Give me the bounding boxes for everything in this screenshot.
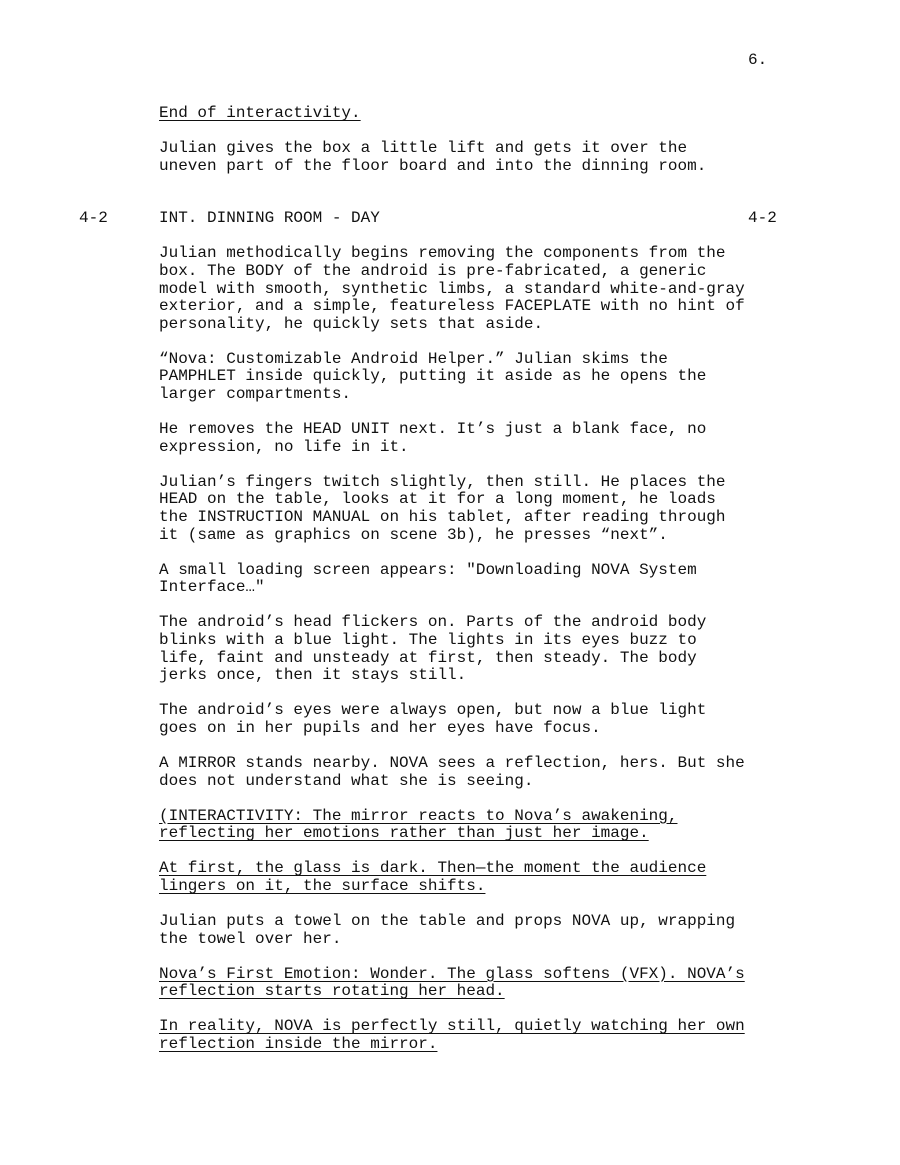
page-number: 6. <box>748 51 768 69</box>
action-paragraph: The android’s eyes were always open, but now a blue light goes on in her pupils and her eyes have focus. <box>159 701 707 737</box>
scene-number-right: 4-2 <box>748 209 777 228</box>
action-paragraph: Julian puts a towel on the table and props NOVA up, wrapping the towel over her. <box>159 912 736 948</box>
scene-paragraphs <box>159 245 799 1053</box>
action-paragraph: A small loading screen appears: "Downloading NOVA System Interface…" <box>159 560 697 597</box>
opening-section <box>159 105 799 175</box>
script-body <box>79 104 799 1071</box>
interactivity-note: In reality, NOVA is perfectly still, quietly watching her own reflection inside the mirror. <box>159 1017 745 1053</box>
scene-number-left: 4-2 <box>79 209 108 228</box>
interactivity-note: At first, the glass is dark. Then—the moment the audience lingers on it, the surface shifts. <box>159 859 707 895</box>
scene-heading <box>79 209 799 228</box>
action-paragraph: Julian’s fingers twitch slightly, then still. He places the HEAD on the table, looks at it for a long moment, he loads the INSTRUCTION MANUAL on his tablet, after reading through it (same as graphics on scene 3b), he presses “next”. <box>159 472 726 544</box>
action-paragraph: A MIRROR stands nearby. NOVA sees a reflection, hers. But she does not understand what she is seeing. <box>159 753 745 790</box>
action-paragraph: End of interactivity. <box>159 104 361 122</box>
action-paragraph: He removes the HEAD UNIT next. It’s just a blank face, no expression, no life in it. <box>159 420 707 456</box>
interactivity-note: (INTERACTIVITY: The mirror reacts to Nova’s awakening, reflecting her emotions rather than just her image. <box>159 806 678 843</box>
scene-heading-text: INT. DINNING ROOM - DAY <box>159 209 380 228</box>
action-paragraph: “Nova: Customizable Android Helper.” Julian skims the PAMPHLET inside quickly, putting it aside as he opens the larger compartments. <box>159 349 707 404</box>
action-paragraph: Julian methodically begins removing the components from the box. The BODY of the android is pre-fabricated, a generic model with smooth, synthetic limbs, a standard white-and-gray exterior, and a simple, featureless FACEPLATE with no hint of personality, he quickly sets that aside. <box>159 244 745 333</box>
interactivity-note: Nova’s First Emotion: Wonder. The glass softens (VFX). NOVA’s reflection starts rotating her head. <box>159 964 745 1001</box>
action-paragraph: The android’s head flickers on. Parts of the android body blinks with a blue light. The lights in its eyes buzz to life, faint and unsteady at first, then steady. The body jerks once, then it stays still. <box>159 613 707 685</box>
action-paragraph: Julian gives the box a little lift and gets it over the uneven part of the floor board and into the dinning room. <box>159 139 707 175</box>
